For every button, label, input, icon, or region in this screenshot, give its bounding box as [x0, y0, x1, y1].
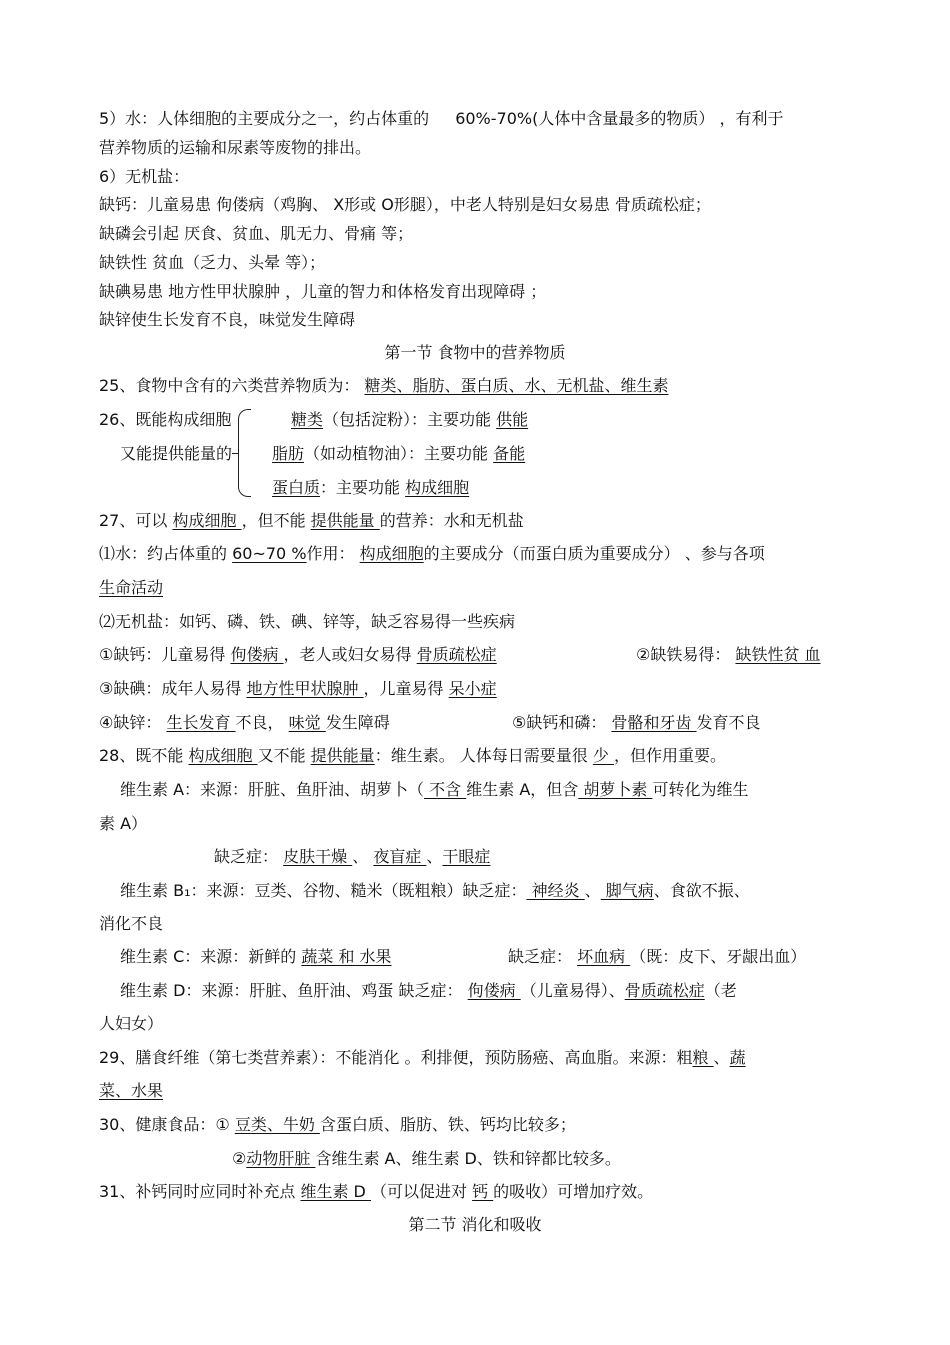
text-line: 蛋白质：主要功能 构成细胞: [272, 478, 470, 497]
text-line: ⑴水：约占体重的 60~70 %作用： 构成细胞的主要成分（而蛋白质为重要成分） 、参与各项: [99, 544, 765, 563]
text-line: 29、膳食纤维（第七类营养素）：不能消化 。利排便，预防肠癌、高血脂。来源：粗粮 、蔬: [99, 1048, 746, 1067]
text-line: 营养物质的运输和尿素等废物的排出。: [99, 138, 372, 157]
text-line: 缺乏症： 皮肤干燥 、 夜盲症 、干眼症: [214, 847, 491, 866]
text-line: ⑵无机盐：如钙、磷、铁、碘、锌等，缺乏容易得一些疾病: [99, 612, 516, 631]
text-line: ④缺锌： 生长发育 不良， 味觉 发生障碍: [99, 713, 390, 732]
text-line: 缺乏症： 坏血病 （既：皮下、牙龈出血）: [508, 947, 807, 966]
text-line: 脂肪（如动植物油）：主要功能 备能: [272, 444, 526, 463]
text-line: 缺铁性 贫血（乏力、头晕 等）；: [99, 253, 326, 272]
brace-icon: [238, 409, 251, 497]
text-line: ②缺铁易得： 缺铁性贫 血: [636, 645, 821, 664]
text-line: 消化不良: [99, 914, 164, 933]
text-line: 人妇女）: [99, 1014, 164, 1033]
text-line: 25、食物中含有的六类营养物质为： 糖类、脂肪、蛋白质、水、无机盐、维生素: [99, 376, 669, 395]
text-line: 又能提供能量的: [120, 444, 233, 463]
text-line: 素 A）: [99, 814, 148, 833]
section-heading: 第一节 食物中的营养物质: [384, 343, 566, 362]
text-line: 菜、水果: [99, 1081, 164, 1100]
text-line-water: 5）水：人体细胞的主要成分之一，约占体重的 60%-70%(人体中含量最多的物质） ，有利于: [99, 109, 784, 128]
text-line: 缺磷会引起 厌食、贫血、肌无力、骨痛 等；: [99, 224, 414, 243]
text-line: 27、可以 构成细胞 ，但不能 提供能量 的营养：水和无机盐: [99, 511, 524, 530]
text-line: ②动物肝脏 含维生素 A、维生素 D、铁和锌都比较多。: [232, 1149, 621, 1168]
text-line: 26、既能构成细胞: [99, 410, 232, 429]
text-line: 缺钙：儿童易患 佝偻病（鸡胸、 X形或 O形腿），中老人特别是妇女易患 骨质疏松症；: [99, 195, 711, 214]
text-line: 缺碘易患 地方性甲状腺肿 ，儿童的智力和体格发育出现障碍 ；: [99, 282, 547, 301]
section-heading: 第二节 消化和吸收: [408, 1215, 542, 1234]
text-line: 维生素 D：来源：肝脏、鱼肝油、鸡蛋 缺乏症： 佝偻病 （儿童易得）、骨质疏松症（老: [120, 981, 737, 1000]
text-line: 缺锌使生长发育不良，味觉发生障碍: [99, 310, 356, 329]
text-line: 糖类（包括淀粉）：主要功能 供能: [291, 410, 529, 429]
text-line: 维生素 B₁：来源：豆类、谷物、糙米（既粗粮）缺乏症： 神经炎 、 脚气病、食欲不振、: [120, 881, 750, 900]
text-line: ①缺钙：儿童易得 佝偻病 ，老人或妇女易得 骨质疏松症: [99, 645, 497, 664]
text-line: 30、健康食品：① 豆类、牛奶 含蛋白质、脂肪、铁、钙均比较多；: [99, 1115, 576, 1134]
text-line: 6）无机盐：: [99, 167, 190, 186]
text-line: 28、既不能 构成细胞 又不能 提供能量：维生素。 人体每日需要量很 少 ，但作用重要。: [99, 746, 726, 765]
text-line: 生命活动: [99, 578, 164, 597]
text-line: 31、补钙同时应同时补充点 维生素 D （可以促进对 钙 的吸收）可增加疗效。: [99, 1182, 654, 1201]
text-line: ③缺碘：成年人易得 地方性甲状腺肿 ，儿童易得 呆小症: [99, 679, 497, 698]
text-line: ⑤缺钙和磷： 骨骼和牙齿 发育不良: [512, 713, 761, 732]
text-line: 维生素 C：来源：新鲜的 蔬菜 和 水果: [120, 947, 392, 966]
text-line: 维生素 A：来源：肝脏、鱼肝油、胡萝卜（ 不含 维生素 A，但含 胡萝卜素 可转化为维生: [120, 780, 749, 799]
